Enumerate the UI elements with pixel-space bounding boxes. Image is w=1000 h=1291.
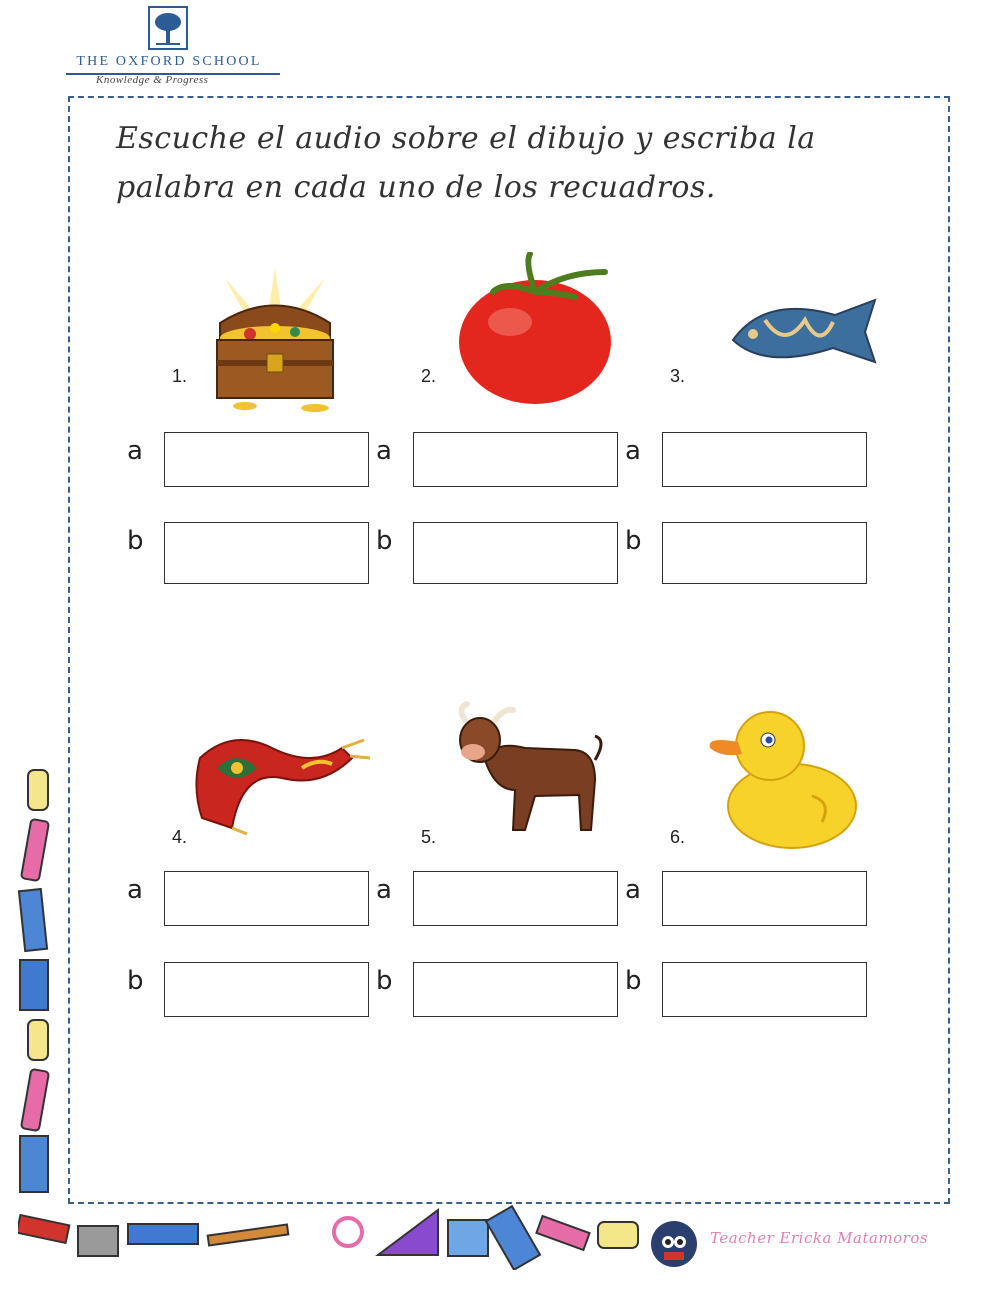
school-name: THE OXFORD SCHOOL [76,54,262,69]
school-tagline: Knowledge & Progress [96,74,209,86]
answer-box-3b[interactable] [662,522,867,584]
answer-label-b: b [376,966,393,996]
item-number: 4. [172,827,188,847]
answer-box-1b[interactable] [164,522,369,584]
answer-box-5a[interactable] [413,871,618,926]
answer-label-a: a [127,436,143,466]
answer-label-a: a [625,875,641,905]
answer-box-1a[interactable] [164,432,369,487]
item-number: 5. [421,827,437,847]
answer-box-6b[interactable] [662,962,867,1017]
owl-logo-icon [650,1220,698,1268]
school-logo [58,4,280,90]
answer-box-3a[interactable] [662,432,867,487]
duck-picture [702,706,860,852]
tomato-picture [455,252,615,408]
answer-box-6a[interactable] [662,871,867,926]
answer-label-a: a [127,875,143,905]
answer-label-b: b [625,966,642,996]
item-number: 1. [172,366,188,386]
item-number: 3. [670,366,686,386]
answer-label-a: a [625,436,641,466]
answer-label-a: a [376,875,392,905]
answer-label-b: b [127,526,144,556]
school-supplies-border-left [8,760,74,1200]
school-supplies-border-bottom [18,1200,648,1270]
answer-box-2b[interactable] [413,522,618,584]
treasure-chest-picture [205,268,345,416]
teacher-credit: Teacher Ericka Matamoros [710,1229,929,1247]
item-number: 2. [421,366,437,386]
answer-box-5b[interactable] [413,962,618,1017]
answer-label-b: b [376,526,393,556]
answer-box-4a[interactable] [164,871,369,926]
answer-label-b: b [625,526,642,556]
tree-logo-icon [148,6,188,50]
item-number: 6. [670,827,686,847]
flying-carpet-picture [192,728,372,836]
answer-box-4b[interactable] [164,962,369,1017]
answer-box-2a[interactable] [413,432,618,487]
instructions-text: Escuche el audio sobre el dibujo y escriba la palabra en cada uno de los recuadros. [116,121,816,205]
fish-picture [725,290,877,372]
bull-picture [455,700,610,840]
answer-label-a: a [376,436,392,466]
answer-label-b: b [127,966,144,996]
